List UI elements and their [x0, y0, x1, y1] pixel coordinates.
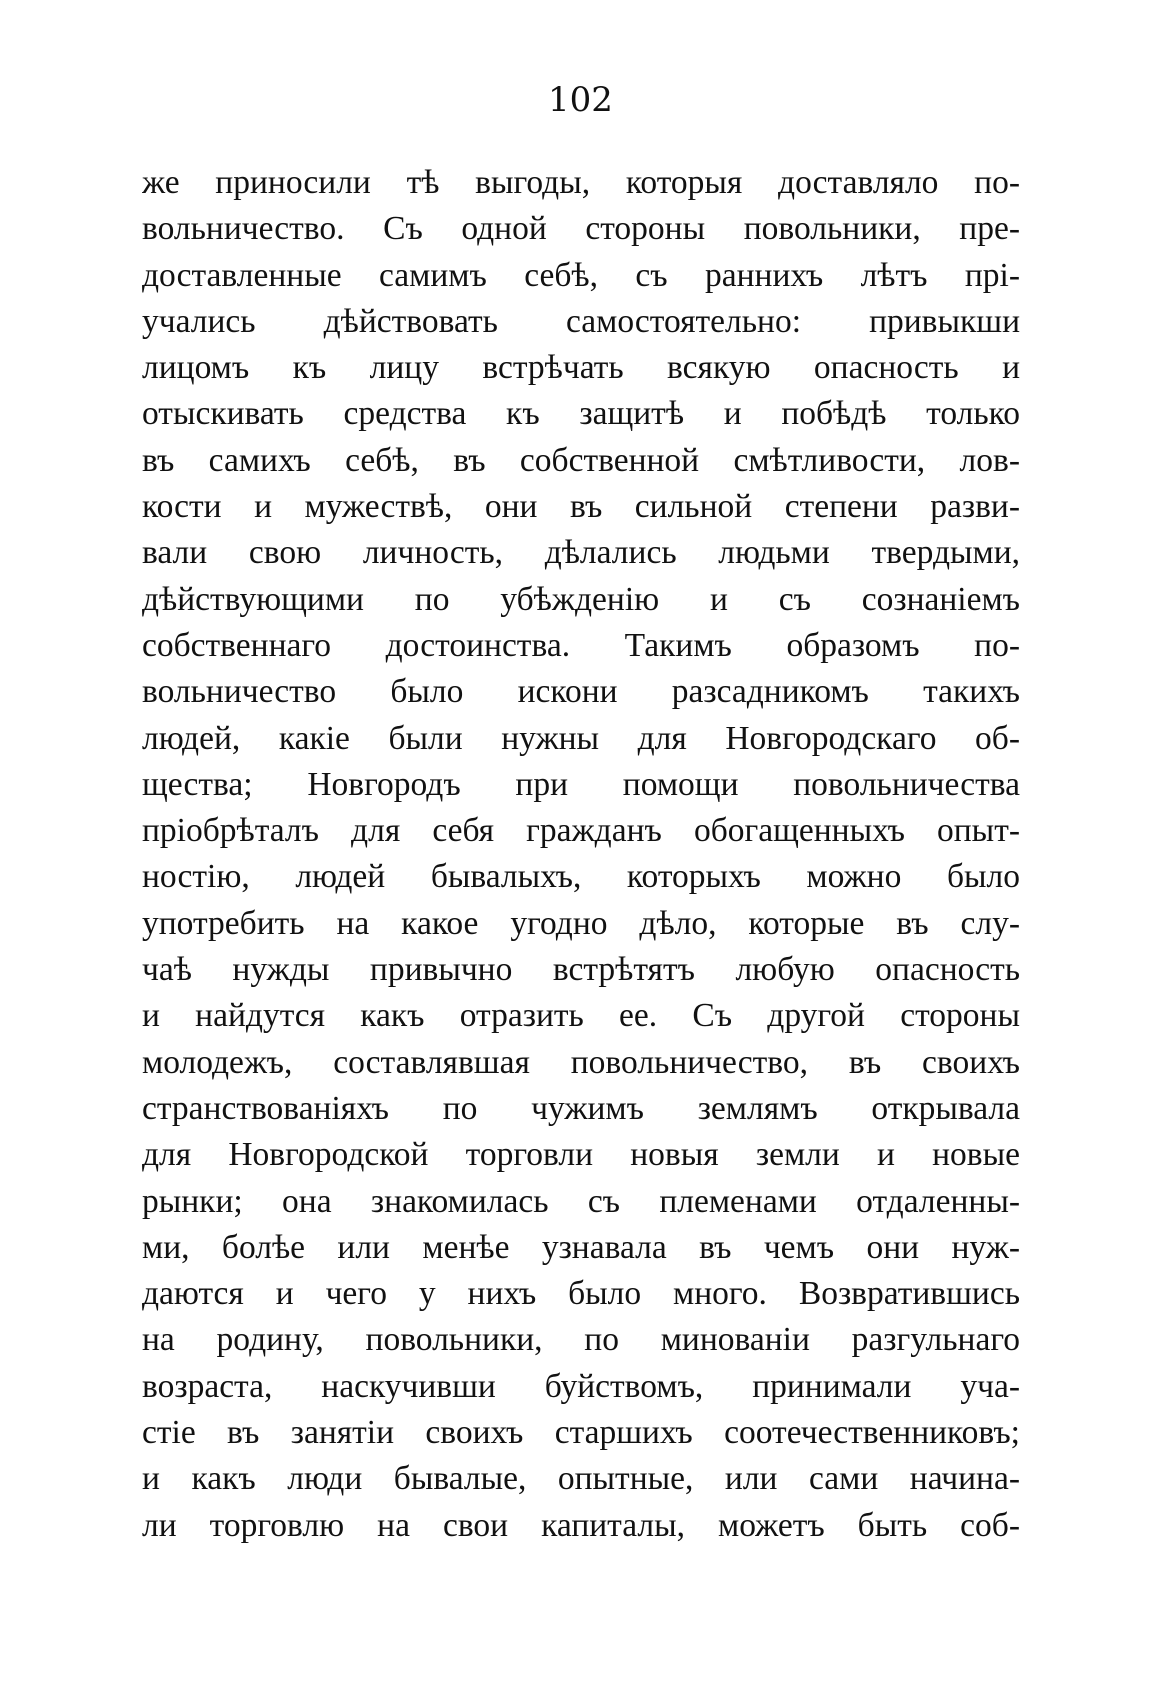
text-line: собственнаго достоинства. Такимъ образомъ по- [142, 626, 1020, 664]
text-line: вали свою личность, дѣлались людьми твердыми, [142, 534, 1020, 572]
text-line: возраста, наскучивши буйствомъ, принимали уча- [142, 1367, 1020, 1405]
text-line: стіе въ занятіи своихъ старшихъ соотечественниковъ; [142, 1414, 1020, 1452]
text-line: и найдутся какъ отразить ее. Съ другой стороны [142, 997, 1020, 1035]
text-line: же приносили тѣ выгоды, которыя доставляло по- [142, 164, 1020, 201]
body-text [142, 160, 1020, 1549]
text-line: на родину, повольники, по минованіи разгульнаго [142, 1321, 1020, 1359]
text-line: въ самихъ себѣ, въ собственной смѣтливости, лов- [142, 441, 1020, 479]
text-line: пріобрѣталъ для себя гражданъ обогащенныхъ опыт- [142, 812, 1020, 850]
text-line: лицомъ къ лицу встрѣчать всякую опасность и [142, 349, 1020, 387]
text-line: отыскивать средства къ защитѣ и побѣдѣ только [142, 395, 1020, 433]
text-line: чаѣ нужды привычно встрѣтятъ любую опасность [142, 951, 1020, 989]
text-line: и какъ люди бывалые, опытные, или сами начина- [142, 1460, 1020, 1498]
text-line: молодежъ, составлявшая повольничество, въ своихъ [142, 1043, 1020, 1081]
text-line: рынки; она знакомилась съ племенами отдаленны- [142, 1182, 1020, 1220]
text-line: употребить на какое угодно дѣло, которые въ слу- [142, 904, 1020, 942]
page-number: 102 [548, 80, 613, 120]
text-line: ми, болѣе или менѣе узнавала въ чемъ они нуж- [142, 1228, 1020, 1266]
text-line: доставленные самимъ себѣ, съ раннихъ лѣтъ прі- [142, 256, 1020, 294]
text-line: странствованіяхъ по чужимъ землямъ открывала [142, 1089, 1020, 1127]
text-line: кости и мужествѣ, они въ сильной степени разви- [142, 488, 1020, 526]
text-line: вольничество. Съ одной стороны повольники, пре- [142, 210, 1020, 248]
text-line: щества; Новгородъ при помощи повольничества [142, 765, 1020, 803]
text-line: учались дѣйствовать самостоятельно: привыкши [142, 302, 1020, 340]
text-line: дѣйствующими по убѣжденію и съ сознаніемъ [142, 580, 1020, 618]
text-line: ли торговлю на свои капиталы, можетъ быть соб- [142, 1506, 1020, 1544]
text-line: ностію, людей бывалыхъ, которыхъ можно было [142, 858, 1020, 896]
text-line: для Новгородской торговли новыя земли и новые [142, 1136, 1020, 1174]
text-line: людей, какіе были нужны для Новгородскаго об- [142, 719, 1020, 757]
text-line: даются и чего у нихъ было много. Возвратившись [142, 1275, 1020, 1313]
text-line: вольничество было искони разсадникомъ такихъ [142, 673, 1020, 711]
